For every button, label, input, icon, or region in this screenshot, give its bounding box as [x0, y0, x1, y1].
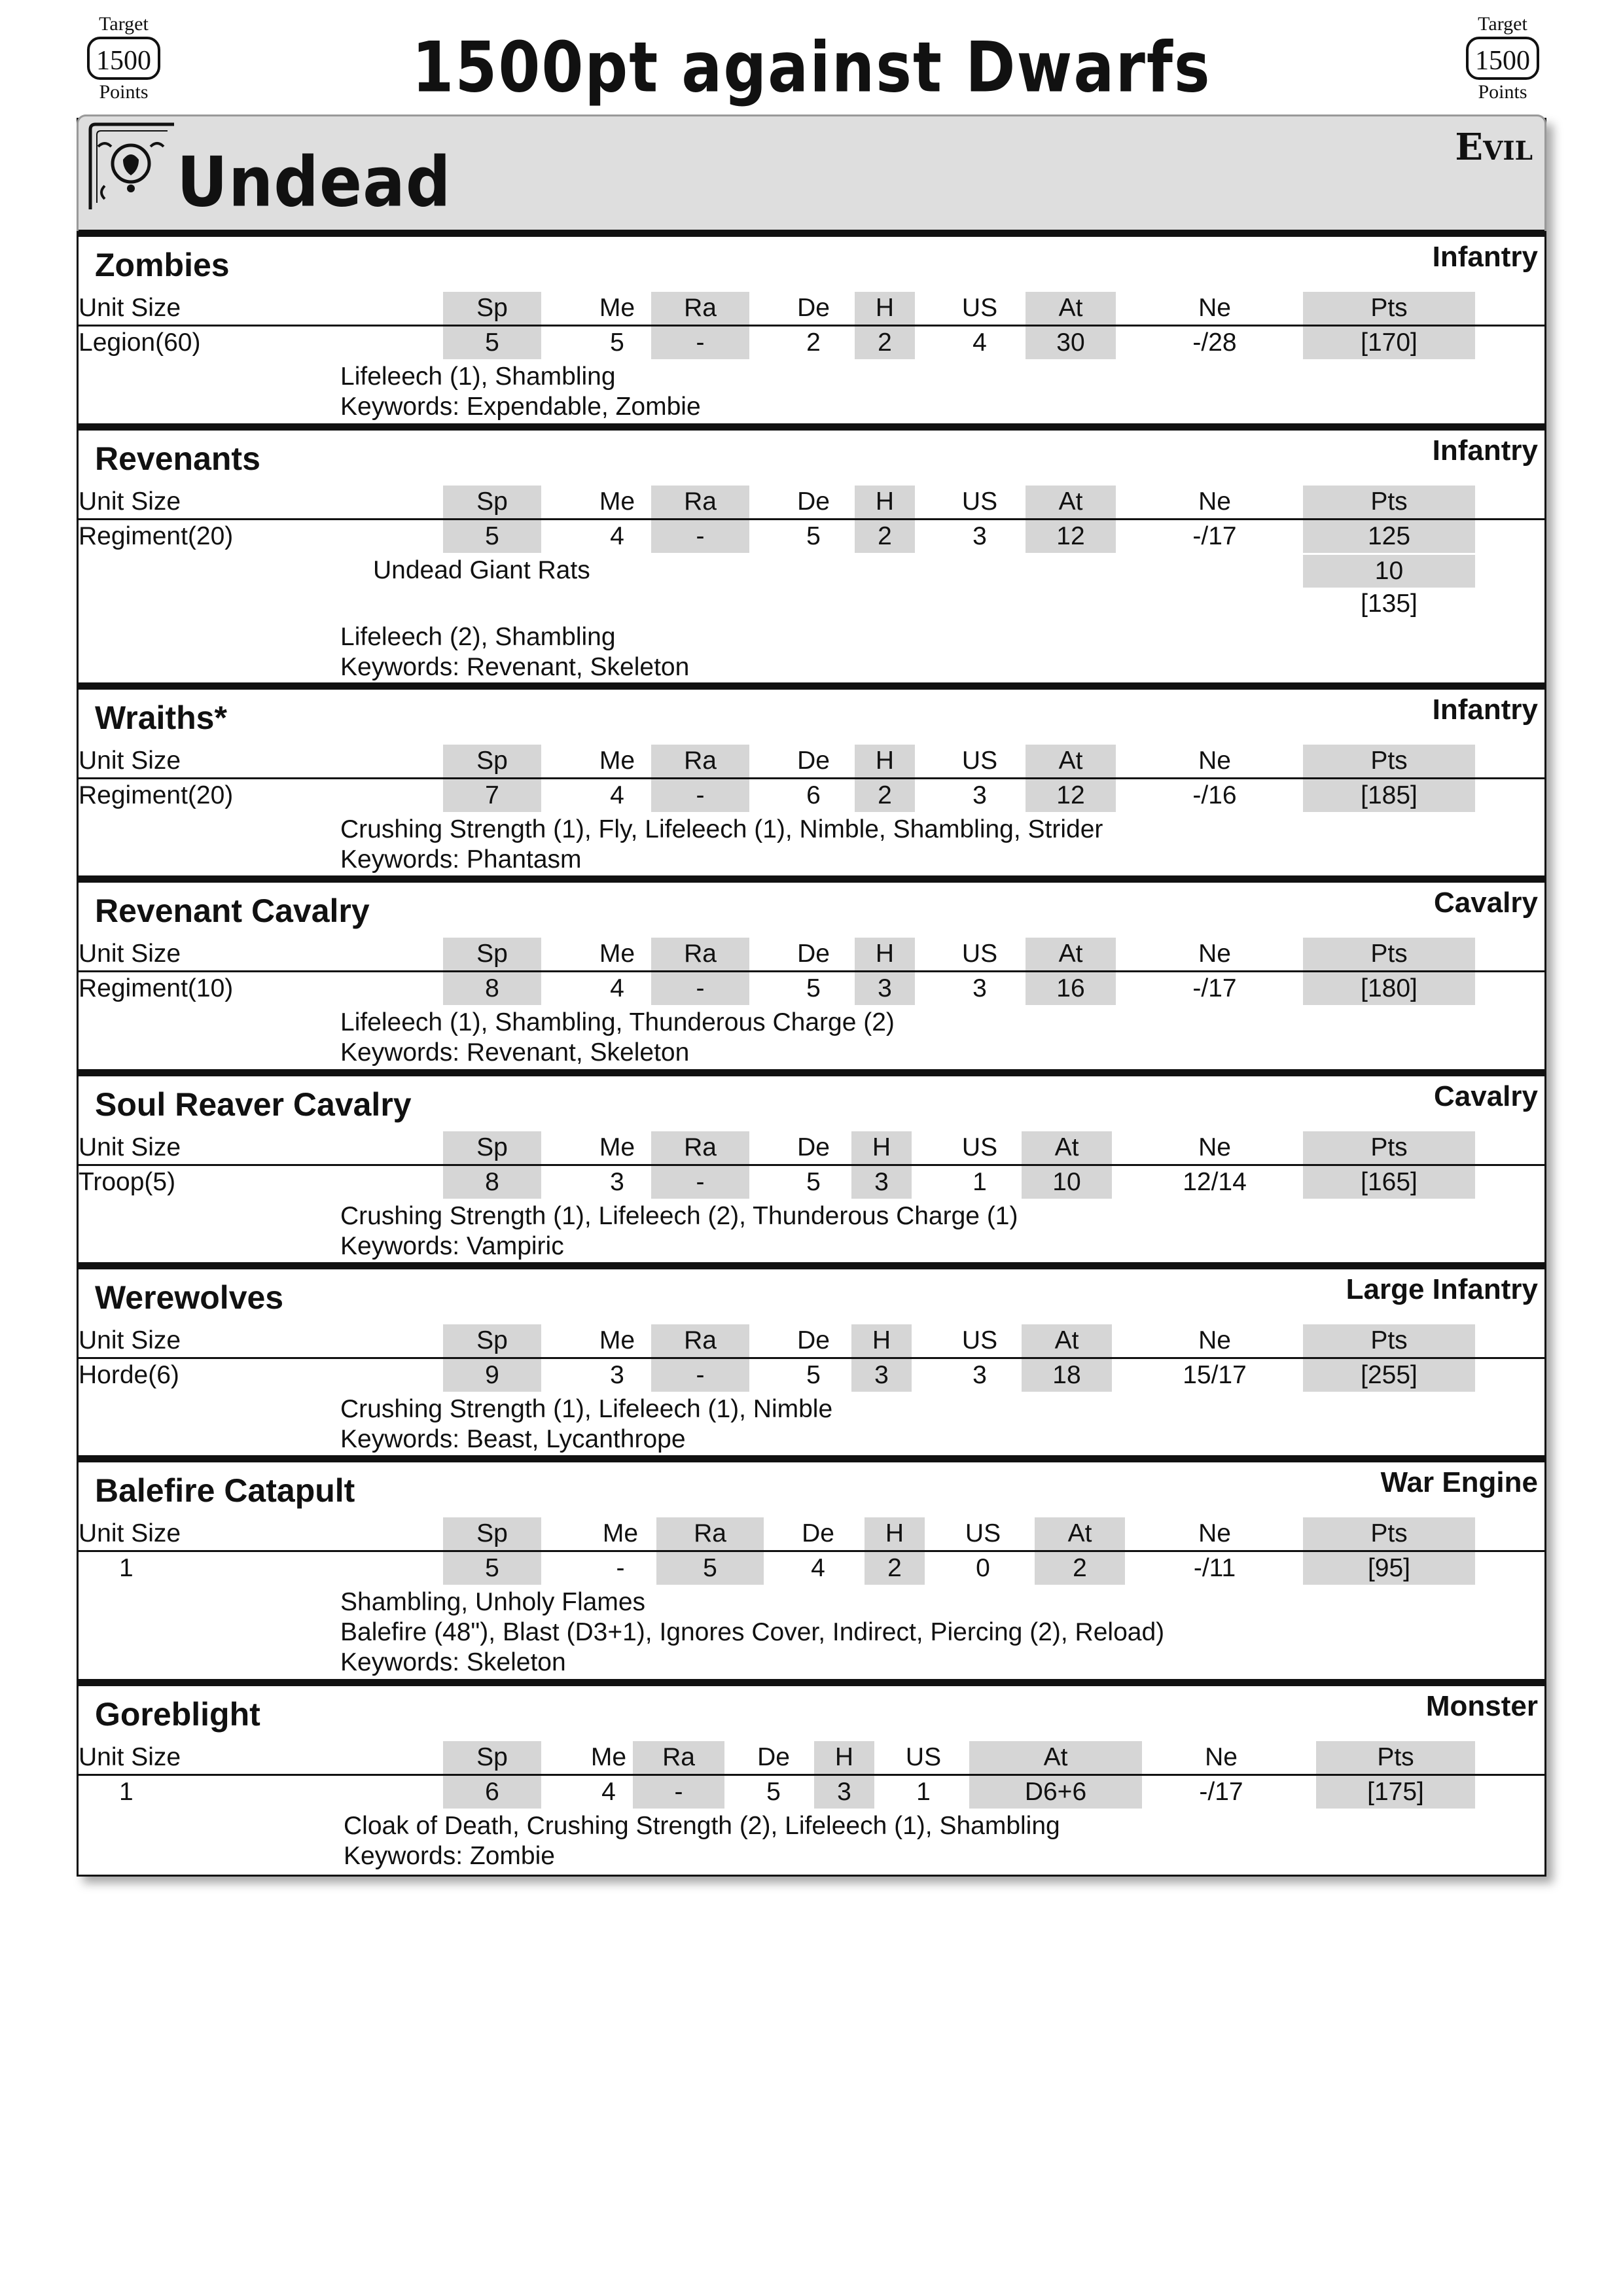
stat-value-at: 2 — [1035, 1552, 1125, 1585]
stat-value-me: 4 — [610, 974, 624, 1002]
unit-type: War Engine — [1380, 1466, 1538, 1498]
stat-header-us: US — [961, 1133, 998, 1161]
stat-header-us: US — [961, 940, 998, 968]
stat-value-row — [79, 972, 1544, 1005]
stat-value-sp: 5 — [443, 520, 541, 553]
unit-name: Werewolves — [95, 1279, 284, 1316]
stat-value-row — [79, 1552, 1544, 1585]
stat-header-ra: Ra — [651, 745, 749, 777]
stat-header-row — [79, 938, 1544, 972]
stat-header-row — [79, 1131, 1544, 1166]
stat-value-ra: - — [651, 972, 749, 1005]
stat-header-de: De — [802, 1519, 834, 1547]
unit-size: 1 — [119, 1778, 134, 1806]
stat-value-ne: -/17 — [1192, 522, 1237, 550]
unit-block — [79, 1069, 1544, 1262]
army-name: Undead — [177, 141, 452, 222]
unit-name: Goreblight — [95, 1696, 260, 1733]
stat-value-h: 2 — [855, 779, 915, 812]
stat-header-us: US — [961, 294, 998, 322]
stat-header-ne: Ne — [1198, 294, 1231, 322]
unit-name: Revenants — [95, 440, 260, 477]
stat-value-ne: 12/14 — [1183, 1168, 1247, 1196]
stat-header-ne: Ne — [1198, 1519, 1231, 1547]
stat-header-h: H — [855, 292, 915, 325]
stat-value-at: 16 — [1026, 972, 1116, 1005]
stat-header-de: De — [757, 1743, 790, 1771]
stat-value-sp: 6 — [443, 1776, 541, 1809]
stat-header-unit-size: Unit Size — [79, 747, 181, 775]
unit-keywords: Keywords: Vampiric — [340, 1232, 564, 1260]
target-points-label: Points — [1478, 81, 1527, 103]
stat-value-at: 18 — [1022, 1359, 1112, 1392]
stat-header-ne: Ne — [1198, 1133, 1231, 1161]
unit-type: Monster — [1425, 1690, 1538, 1722]
stat-value-me: 5 — [610, 328, 624, 357]
stat-value-sp: 5 — [443, 327, 541, 359]
stat-header-ne: Ne — [1198, 487, 1231, 516]
stat-value-at: 10 — [1022, 1166, 1112, 1199]
special-rules: Crushing Strength (1), Lifeleech (1), Nimble — [340, 1395, 833, 1423]
stat-header-pts: Pts — [1316, 1741, 1475, 1774]
upgrade-points: 10 — [1303, 555, 1475, 588]
target-points-label: Points — [99, 81, 149, 103]
stat-header-sp: Sp — [443, 1324, 541, 1357]
stat-value-ne: -/17 — [1199, 1778, 1243, 1806]
stat-header-sp: Sp — [443, 1131, 541, 1164]
stat-value-ne: 15/17 — [1183, 1361, 1247, 1389]
stat-value-ra: - — [651, 779, 749, 812]
unit-keywords: Keywords: Skeleton — [340, 1648, 566, 1676]
page-title: 1500pt against Dwarfs — [412, 27, 1211, 109]
stat-header-pts: Pts — [1303, 486, 1475, 518]
special-rules-ranged: Balefire (48"), Blast (D3+1), Ignores Cover, Indirect, Piercing (2), Reload) — [340, 1618, 1165, 1646]
unit-size: Legion(60) — [79, 328, 201, 357]
stat-value-pts: [165] — [1303, 1166, 1475, 1199]
unit-type: Infantry — [1432, 241, 1538, 273]
stat-value-ra: - — [651, 327, 749, 359]
stat-header-me: Me — [602, 1519, 639, 1547]
stat-header-ra: Ra — [651, 486, 749, 518]
stat-header-us: US — [961, 747, 998, 775]
stat-header-de: De — [797, 294, 830, 322]
stat-header-me: Me — [599, 294, 635, 322]
stat-header-sp: Sp — [443, 745, 541, 777]
stat-value-me: - — [616, 1554, 625, 1582]
unit-name: Zombies — [95, 247, 230, 283]
stat-header-us: US — [961, 487, 998, 516]
stat-value-pts: [170] — [1303, 327, 1475, 359]
special-rules: Crushing Strength (1), Fly, Lifeleech (1), Nimble, Shambling, Strider — [340, 815, 1103, 843]
unit-block — [79, 682, 1544, 875]
stat-header-ra: Ra — [656, 1517, 764, 1550]
stat-header-de: De — [797, 747, 830, 775]
stat-header-at: At — [1026, 745, 1116, 777]
unit-keywords: Keywords: Revenant, Skeleton — [340, 653, 690, 681]
stat-header-row — [79, 1741, 1544, 1776]
unit-type: Cavalry — [1433, 1080, 1538, 1112]
stat-header-at: At — [969, 1741, 1142, 1774]
stat-header-me: Me — [590, 1743, 627, 1771]
stat-value-me: 4 — [610, 522, 624, 550]
stat-header-pts: Pts — [1303, 292, 1475, 325]
unit-block — [79, 1262, 1544, 1455]
stat-value-ne: -/16 — [1192, 781, 1237, 809]
stat-header-ra: Ra — [651, 938, 749, 970]
stat-header-ra: Ra — [651, 292, 749, 325]
stat-header-me: Me — [599, 747, 635, 775]
stat-value-us: 3 — [972, 781, 987, 809]
stat-value-at: D6+6 — [969, 1776, 1142, 1809]
unit-block — [79, 1455, 1544, 1679]
stat-header-at: At — [1026, 292, 1116, 325]
stat-header-unit-size: Unit Size — [79, 294, 181, 322]
stat-value-us: 4 — [972, 328, 987, 357]
army-alignment: Evil — [1455, 126, 1533, 169]
stat-header-sp: Sp — [443, 1517, 541, 1550]
special-rules: Lifeleech (1), Shambling — [340, 362, 616, 391]
unit-block — [79, 875, 1544, 1069]
stat-value-h: 3 — [851, 1359, 912, 1392]
stat-value-row — [79, 520, 1544, 553]
stat-header-me: Me — [599, 487, 635, 516]
unit-block — [79, 1679, 1544, 1875]
stat-header-unit-size: Unit Size — [79, 487, 181, 516]
stat-value-me: 3 — [610, 1168, 624, 1196]
unit-name: Revenant Cavalry — [95, 892, 370, 929]
total-points: [135] — [1361, 590, 1418, 618]
stat-value-de: 5 — [806, 522, 821, 550]
stat-value-me: 3 — [610, 1361, 624, 1389]
stat-value-us: 3 — [972, 1361, 987, 1389]
stat-header-us: US — [905, 1743, 942, 1771]
stat-value-ra: - — [651, 520, 749, 553]
stat-header-at: At — [1026, 938, 1116, 970]
stat-header-unit-size: Unit Size — [79, 940, 181, 968]
stat-value-de: 5 — [766, 1778, 781, 1806]
stat-value-h: 2 — [865, 1552, 925, 1585]
stat-header-h: H — [814, 1741, 874, 1774]
unit-size: 1 — [119, 1554, 134, 1582]
stat-header-pts: Pts — [1303, 1131, 1475, 1164]
unit-size: Troop(5) — [79, 1168, 176, 1196]
target-label: Target — [99, 13, 149, 35]
target-value: 1500 — [87, 37, 160, 80]
stat-value-pts: 125 — [1303, 520, 1475, 553]
stat-header-ne: Ne — [1198, 747, 1231, 775]
stat-value-sp: 5 — [443, 1552, 541, 1585]
stat-header-h: H — [865, 1517, 925, 1550]
stat-header-h: H — [855, 486, 915, 518]
stat-header-h: H — [855, 745, 915, 777]
stat-header-de: De — [797, 1133, 830, 1161]
stat-header-de: De — [797, 940, 830, 968]
stat-header-at: At — [1022, 1324, 1112, 1357]
unit-size: Horde(6) — [79, 1361, 179, 1389]
stat-header-us: US — [961, 1326, 998, 1354]
stat-header-pts: Pts — [1303, 1517, 1475, 1550]
stat-value-at: 12 — [1026, 779, 1116, 812]
stat-value-us: 1 — [972, 1168, 987, 1196]
stat-header-at: At — [1035, 1517, 1125, 1550]
stat-value-pts: [175] — [1316, 1776, 1475, 1809]
stat-header-me: Me — [599, 1326, 635, 1354]
stat-header-sp: Sp — [443, 1741, 541, 1774]
stat-header-row — [79, 1517, 1544, 1552]
unit-type: Cavalry — [1433, 887, 1538, 919]
stat-header-me: Me — [599, 1133, 635, 1161]
army-header — [77, 115, 1546, 231]
stat-header-unit-size: Unit Size — [79, 1519, 181, 1547]
stat-header-at: At — [1026, 486, 1116, 518]
undead-emblem-icon — [85, 120, 177, 212]
stat-value-de: 4 — [811, 1554, 825, 1582]
target-value: 1500 — [1466, 37, 1539, 80]
stat-value-h: 2 — [855, 520, 915, 553]
stat-value-row — [79, 1359, 1544, 1392]
unit-keywords: Keywords: Revenant, Skeleton — [340, 1038, 690, 1067]
stat-header-ne: Ne — [1205, 1743, 1238, 1771]
unit-keywords: Keywords: Beast, Lycanthrope — [340, 1425, 686, 1453]
stat-value-ne: -/11 — [1193, 1554, 1236, 1582]
stat-value-us: 3 — [972, 522, 987, 550]
unit-block — [79, 423, 1544, 682]
stat-header-sp: Sp — [443, 938, 541, 970]
stat-header-pts: Pts — [1303, 745, 1475, 777]
stat-value-us: 1 — [916, 1778, 931, 1806]
stat-value-de: 6 — [806, 781, 821, 809]
special-rules: Lifeleech (1), Shambling, Thunderous Charge (2) — [340, 1008, 895, 1036]
special-rules: Shambling, Unholy Flames — [340, 1588, 646, 1616]
unit-type: Infantry — [1432, 434, 1538, 467]
target-points-badge-left — [81, 13, 166, 103]
stat-value-de: 5 — [806, 1361, 821, 1389]
stat-value-h: 2 — [855, 327, 915, 359]
stat-value-de: 2 — [806, 328, 821, 357]
stat-value-row — [79, 779, 1544, 812]
stat-value-at: 30 — [1026, 327, 1116, 359]
stat-value-me: 4 — [601, 1778, 616, 1806]
stat-value-h: 3 — [855, 972, 915, 1005]
stat-value-sp: 8 — [443, 1166, 541, 1199]
stat-header-h: H — [851, 1131, 912, 1164]
target-label: Target — [1478, 13, 1527, 35]
stat-header-pts: Pts — [1303, 1324, 1475, 1357]
stat-value-de: 5 — [806, 974, 821, 1002]
unit-size: Regiment(20) — [79, 781, 234, 809]
stat-value-pts: [180] — [1303, 972, 1475, 1005]
stat-header-us: US — [965, 1519, 1001, 1547]
stat-header-de: De — [797, 487, 830, 516]
unit-size: Regiment(10) — [79, 974, 234, 1002]
stat-value-ne: -/28 — [1192, 328, 1237, 357]
unit-type: Large Infantry — [1346, 1273, 1538, 1305]
stat-header-unit-size: Unit Size — [79, 1326, 181, 1354]
unit-name: Wraiths* — [95, 699, 227, 736]
stat-value-pts: [95] — [1303, 1552, 1475, 1585]
stat-header-ne: Ne — [1198, 940, 1231, 968]
unit-size: Regiment(20) — [79, 522, 234, 550]
special-rules: Cloak of Death, Crushing Strength (2), Lifeleech (1), Shambling — [344, 1812, 1060, 1840]
stat-header-ra: Ra — [651, 1324, 749, 1357]
stat-header-pts: Pts — [1303, 938, 1475, 970]
stat-header-sp: Sp — [443, 292, 541, 325]
stat-header-h: H — [855, 938, 915, 970]
stat-value-sp: 7 — [443, 779, 541, 812]
stat-value-h: 3 — [851, 1166, 912, 1199]
stat-header-de: De — [797, 1326, 830, 1354]
unit-upgrade: Undead Giant Rats — [373, 556, 590, 584]
stat-value-row — [79, 1776, 1544, 1809]
stat-value-ra: - — [651, 1359, 749, 1392]
stat-header-ne: Ne — [1198, 1326, 1231, 1354]
stat-header-unit-size: Unit Size — [79, 1743, 181, 1771]
special-rules: Lifeleech (2), Shambling — [340, 623, 616, 651]
stat-value-me: 4 — [610, 781, 624, 809]
stat-value-at: 12 — [1026, 520, 1116, 553]
stat-value-sp: 8 — [443, 972, 541, 1005]
unit-keywords: Keywords: Zombie — [344, 1842, 555, 1870]
stat-header-me: Me — [599, 940, 635, 968]
special-rules: Crushing Strength (1), Lifeleech (2), Thunderous Charge (1) — [340, 1202, 1018, 1230]
stat-value-us: 0 — [976, 1554, 990, 1582]
unit-type: Infantry — [1432, 694, 1538, 726]
stat-value-us: 3 — [972, 974, 987, 1002]
stat-value-ra: - — [633, 1776, 724, 1809]
stat-value-ne: -/17 — [1192, 974, 1237, 1002]
target-points-badge-right — [1460, 13, 1545, 103]
stat-value-pts: [185] — [1303, 779, 1475, 812]
stat-header-unit-size: Unit Size — [79, 1133, 181, 1161]
unit-name: Balefire Catapult — [95, 1472, 355, 1509]
stat-header-ra: Ra — [633, 1741, 724, 1774]
unit-block — [79, 230, 1544, 423]
stat-value-pts: [255] — [1303, 1359, 1475, 1392]
stat-value-ra: - — [651, 1166, 749, 1199]
unit-name: Soul Reaver Cavalry — [95, 1086, 412, 1123]
stat-value-h: 3 — [814, 1776, 874, 1809]
unit-keywords: Keywords: Expendable, Zombie — [340, 393, 701, 421]
stat-header-at: At — [1022, 1131, 1112, 1164]
stat-header-row — [79, 486, 1544, 520]
stat-value-sp: 9 — [443, 1359, 541, 1392]
stat-header-row — [79, 292, 1544, 327]
stat-value-de: 5 — [806, 1168, 821, 1196]
stat-value-row — [79, 1166, 1544, 1199]
stat-header-row — [79, 1324, 1544, 1359]
army-sheet — [77, 118, 1546, 1877]
stat-header-h: H — [851, 1324, 912, 1357]
stat-header-sp: Sp — [443, 486, 541, 518]
stat-header-row — [79, 745, 1544, 779]
stat-header-ra: Ra — [651, 1131, 749, 1164]
unit-keywords: Keywords: Phantasm — [340, 845, 582, 874]
stat-value-ra: 5 — [656, 1552, 764, 1585]
stat-value-row — [79, 327, 1544, 359]
